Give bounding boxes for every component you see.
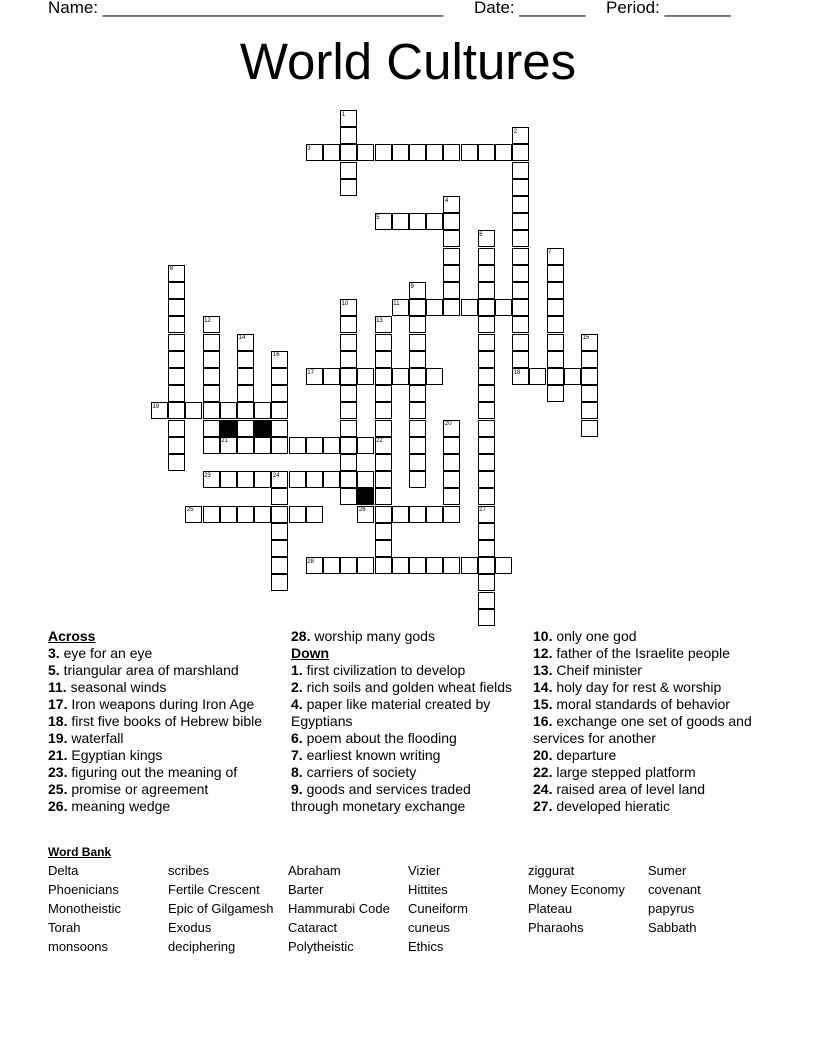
crossword-cell[interactable] <box>271 574 288 591</box>
word-bank-item: deciphering <box>168 939 236 954</box>
crossword-cell[interactable] <box>237 402 254 419</box>
crossword-cell[interactable] <box>254 471 271 488</box>
crossword-cell[interactable] <box>512 179 529 196</box>
crossword-cell[interactable] <box>237 437 254 454</box>
crossword-cell[interactable] <box>289 506 306 523</box>
crossword-cell[interactable] <box>478 540 495 557</box>
clue-number: 11 <box>393 300 400 307</box>
crossword-cell[interactable] <box>168 316 185 333</box>
crossword-cell[interactable] <box>392 506 409 523</box>
clue-across-23: 23. figuring out the meaning of <box>48 764 238 780</box>
crossword-cell[interactable] <box>323 471 340 488</box>
word-bank-item: Hammurabi Code <box>288 901 390 916</box>
crossword-cell[interactable] <box>237 420 254 437</box>
clue-number: 15 <box>582 335 590 342</box>
clue-down-7: 7. earliest known writing <box>291 747 441 763</box>
crossword-cell[interactable] <box>340 488 357 505</box>
clue-number: 2 <box>513 128 518 135</box>
crossword-cell[interactable] <box>340 385 357 402</box>
crossword-cell[interactable] <box>340 316 357 333</box>
crossword-cell[interactable] <box>168 368 185 385</box>
clues-column-2 <box>291 628 516 815</box>
crossword-cell[interactable] <box>340 437 357 454</box>
crossword-cell[interactable] <box>168 402 185 419</box>
word-bank-item: Sabbath <box>648 920 697 935</box>
crossword-cell[interactable] <box>375 385 392 402</box>
crossword-cell[interactable] <box>271 488 288 505</box>
crossword-cell[interactable] <box>375 368 392 385</box>
date-field-label[interactable]: Date: _______ <box>474 0 586 17</box>
crossword-cell[interactable] <box>323 144 340 161</box>
clue-across-18: 18. first five books of Hebrew bible <box>48 713 262 729</box>
clue-down-4: 4. paper like material created by Egyptians <box>291 696 491 729</box>
word-bank-item: Abraham <box>288 863 341 878</box>
crossword-cell[interactable] <box>478 144 495 161</box>
crossword-cell[interactable] <box>461 557 478 574</box>
crossword-cell[interactable] <box>512 299 529 316</box>
word-bank-item: Polytheistic <box>288 939 354 954</box>
clue-number: 16 <box>272 352 280 359</box>
word-bank-item: Barter <box>288 882 324 897</box>
word-bank-item: scribes <box>168 863 210 878</box>
crossword-cell[interactable] <box>340 454 357 471</box>
crossword-cell[interactable] <box>340 402 357 419</box>
crossword-cell[interactable] <box>426 144 443 161</box>
crossword-cell[interactable] <box>409 402 426 419</box>
crossword-cell[interactable] <box>512 282 529 299</box>
clue-number: 7 <box>548 249 552 256</box>
crossword-cell[interactable] <box>512 144 529 161</box>
crossword-cell[interactable] <box>203 437 220 454</box>
blocked-cell <box>254 420 271 437</box>
crossword-cell[interactable] <box>547 334 564 351</box>
crossword-cell[interactable] <box>237 368 254 385</box>
crossword-cell[interactable] <box>340 557 357 574</box>
word-bank-item: Plateau <box>528 901 573 916</box>
clue-number: 9 <box>410 283 414 290</box>
crossword-cell[interactable] <box>409 299 426 316</box>
crossword-cell[interactable] <box>409 316 426 333</box>
crossword-cell[interactable] <box>443 488 460 505</box>
word-bank-item: Torah <box>48 920 81 935</box>
crossword-cell[interactable] <box>375 144 392 161</box>
clue-down-22: 22. large stepped platform <box>533 764 696 780</box>
clue-down-27: 27. developed hieratic <box>533 798 670 814</box>
crossword-cell[interactable] <box>512 213 529 230</box>
clue-down-12: 12. father of the Israelite people <box>533 645 730 661</box>
clue-down-6: 6. poem about the flooding <box>291 730 457 746</box>
crossword-cell[interactable] <box>443 299 460 316</box>
word-bank-item: Vizier <box>408 863 441 878</box>
clue-across-11: 11. seasonal winds <box>48 679 167 695</box>
word-bank-item: Sumer <box>648 863 687 878</box>
crossword-cell[interactable] <box>443 506 460 523</box>
crossword-cell[interactable] <box>168 334 185 351</box>
crossword-cell[interactable] <box>392 213 409 230</box>
crossword-cell[interactable] <box>340 144 357 161</box>
crossword-cell[interactable] <box>581 385 598 402</box>
crossword-cell[interactable] <box>426 213 443 230</box>
crossword-cell[interactable] <box>478 437 495 454</box>
clue-number: 3 <box>307 145 311 152</box>
crossword-cell[interactable] <box>271 523 288 540</box>
crossword-cell[interactable] <box>495 299 512 316</box>
crossword-cell[interactable] <box>203 334 220 351</box>
clue-number: 20 <box>444 421 452 428</box>
crossword-cell[interactable] <box>443 471 460 488</box>
crossword-cell[interactable] <box>168 454 185 471</box>
crossword-cell[interactable] <box>547 282 564 299</box>
crossword-cell[interactable] <box>443 454 460 471</box>
crossword-cell[interactable] <box>271 540 288 557</box>
crossword-cell[interactable] <box>529 368 546 385</box>
word-bank-item: cuneus <box>408 920 450 935</box>
crossword-cell[interactable] <box>409 351 426 368</box>
crossword-cell[interactable] <box>443 557 460 574</box>
word-bank-item: Pharaohs <box>528 920 584 935</box>
word-bank-item: monsoons <box>48 939 108 954</box>
crossword-cell[interactable] <box>289 471 306 488</box>
crossword-cell[interactable] <box>443 265 460 282</box>
crossword-cell[interactable] <box>168 420 185 437</box>
clue-number: 28 <box>307 558 314 565</box>
crossword-cell[interactable] <box>271 437 288 454</box>
clue-number: 22 <box>376 438 383 445</box>
name-field-label[interactable]: Name: ____________________________________ <box>48 0 444 17</box>
crossword-cell[interactable] <box>409 420 426 437</box>
crossword-cell[interactable] <box>340 334 357 351</box>
crossword-cell[interactable] <box>254 402 271 419</box>
crossword-cell[interactable] <box>340 127 357 144</box>
crossword-cell[interactable] <box>478 351 495 368</box>
word-bank-item: Cuneiform <box>408 901 468 916</box>
crossword-cell[interactable] <box>254 437 271 454</box>
crossword-cell[interactable] <box>271 420 288 437</box>
crossword-cell[interactable] <box>478 402 495 419</box>
word-bank-item: Phoenicians <box>48 882 119 897</box>
clue-across-28: 28. worship many gods <box>291 628 435 644</box>
clue-number: 26 <box>358 507 366 514</box>
clue-number: 4 <box>444 197 449 204</box>
word-bank-item: ziggurat <box>528 863 575 878</box>
crossword-cell[interactable] <box>203 402 220 419</box>
crossword-cell[interactable] <box>203 385 220 402</box>
crossword-cell[interactable] <box>426 368 443 385</box>
crossword-cell[interactable] <box>203 506 220 523</box>
crossword-cell[interactable] <box>512 334 529 351</box>
crossword-cell[interactable] <box>357 144 374 161</box>
crossword-cell[interactable] <box>392 144 409 161</box>
crossword-cell[interactable] <box>564 368 581 385</box>
period-field-label[interactable]: Period: _______ <box>606 0 731 17</box>
crossword-cell[interactable] <box>289 437 306 454</box>
crossword-cell[interactable] <box>409 334 426 351</box>
word-bank-item: Epic of Gilgamesh <box>168 901 274 916</box>
crossword-cell[interactable] <box>237 385 254 402</box>
clue-number: 12 <box>204 317 211 324</box>
crossword-cell[interactable] <box>547 351 564 368</box>
crossword-cell[interactable] <box>478 248 495 265</box>
crossword-cell[interactable] <box>220 402 237 419</box>
page-title: World Cultures <box>239 33 577 90</box>
crossword-cell[interactable] <box>203 368 220 385</box>
crossword-cell[interactable] <box>478 471 495 488</box>
clue-across-17: 17. Iron weapons during Iron Age <box>48 696 255 712</box>
crossword-cell[interactable] <box>203 420 220 437</box>
crossword-cell[interactable] <box>392 557 409 574</box>
crossword-cell[interactable] <box>168 351 185 368</box>
crossword-cell[interactable] <box>375 506 392 523</box>
crossword-cell[interactable] <box>478 334 495 351</box>
crossword-cell[interactable] <box>306 437 323 454</box>
crossword-cell[interactable] <box>271 368 288 385</box>
crossword-cell[interactable] <box>375 557 392 574</box>
crossword-cell[interactable] <box>478 488 495 505</box>
crossword-cell[interactable] <box>426 557 443 574</box>
crossword-cell[interactable] <box>512 196 529 213</box>
crossword-cell[interactable] <box>375 523 392 540</box>
crossword-cell[interactable] <box>323 557 340 574</box>
crossword-cell[interactable] <box>581 351 598 368</box>
clue-number: 27 <box>479 507 486 514</box>
word-bank-item: papyrus <box>648 901 695 916</box>
crossword-cell[interactable] <box>443 144 460 161</box>
crossword-cell[interactable] <box>443 213 460 230</box>
crossword-cell[interactable] <box>443 282 460 299</box>
crossword-cell[interactable] <box>306 506 323 523</box>
crossword-cell[interactable] <box>168 299 185 316</box>
clue-down-1: 1. first civilization to develop <box>291 662 466 678</box>
crossword-cell[interactable] <box>357 471 374 488</box>
crossword-cell[interactable] <box>478 282 495 299</box>
clue-across-3: 3. eye for an eye <box>48 645 153 661</box>
crossword-cell[interactable] <box>168 282 185 299</box>
crossword-cell[interactable] <box>478 265 495 282</box>
crossword-cell[interactable] <box>237 471 254 488</box>
crossword-cell[interactable] <box>409 368 426 385</box>
crossword-cell[interactable] <box>512 248 529 265</box>
crossword-cell[interactable] <box>547 316 564 333</box>
clue-across-26: 26. meaning wedge <box>48 798 171 814</box>
crossword-cell[interactable] <box>271 506 288 523</box>
crossword-cell[interactable] <box>168 437 185 454</box>
clue-number: 14 <box>238 335 246 342</box>
crossword-cell[interactable] <box>271 402 288 419</box>
crossword-cell[interactable] <box>220 471 237 488</box>
word-bank-item: Fertile Crescent <box>168 882 260 897</box>
clue-number: 1 <box>341 111 346 118</box>
crossword-cell[interactable] <box>443 437 460 454</box>
crossword-cell[interactable] <box>340 179 357 196</box>
crossword-cell[interactable] <box>375 454 392 471</box>
clue-number: 6 <box>479 231 483 238</box>
crossword-cell[interactable] <box>495 557 512 574</box>
crossword-cell[interactable] <box>478 523 495 540</box>
word-bank-item: Ethics <box>408 939 444 954</box>
word-bank-item: Cataract <box>288 920 338 935</box>
clues-column-3 <box>533 628 758 815</box>
clue-down-16: 16. exchange one set of goods and services for another <box>533 713 752 746</box>
crossword-cell[interactable] <box>375 334 392 351</box>
clue-down-20: 20. departure <box>533 747 617 763</box>
crossword-cell[interactable] <box>478 420 495 437</box>
crossword-cell[interactable] <box>340 471 357 488</box>
clue-down-14: 14. holy day for rest & worship <box>533 679 722 695</box>
crossword-cell[interactable] <box>357 437 374 454</box>
clue-number: 24 <box>272 472 280 479</box>
clue-down-10: 10. only one god <box>533 628 637 644</box>
crossword-cell[interactable] <box>478 592 495 609</box>
crossword-cell[interactable] <box>357 557 374 574</box>
crossword-cell[interactable] <box>512 162 529 179</box>
crossword-cell[interactable] <box>409 454 426 471</box>
crossword-cell[interactable] <box>478 609 495 626</box>
across-heading: Across <box>48 628 96 644</box>
down-heading: Down <box>291 645 330 661</box>
clue-number: 25 <box>186 507 194 514</box>
clue-down-9: 9. goods and services traded through monetary exchange <box>291 781 471 814</box>
crossword-cell[interactable] <box>220 506 237 523</box>
clue-down-15: 15. moral standards of behavior <box>533 696 730 712</box>
crossword-cell[interactable] <box>495 144 512 161</box>
crossword-cell[interactable] <box>271 557 288 574</box>
crossword-cell[interactable] <box>409 471 426 488</box>
clue-down-2: 2. rich soils and golden wheat fields <box>291 679 513 695</box>
crossword-cell[interactable] <box>512 316 529 333</box>
word-bank-title: Word Bank <box>48 845 112 859</box>
word-bank-item: Monotheistic <box>48 901 121 916</box>
clue-number: 13 <box>376 317 383 324</box>
crossword-cell[interactable] <box>547 299 564 316</box>
crossword-cell[interactable] <box>478 316 495 333</box>
clues-column-1 <box>48 628 278 815</box>
crossword-cell[interactable] <box>271 385 288 402</box>
crossword-cell[interactable] <box>581 368 598 385</box>
crossword-cell[interactable] <box>185 402 202 419</box>
crossword-cell[interactable] <box>237 506 254 523</box>
crossword-cell[interactable] <box>340 420 357 437</box>
clue-number: 23 <box>204 472 211 479</box>
clue-down-13: 13. Cheif minister <box>533 662 642 678</box>
crossword-cell[interactable] <box>375 488 392 505</box>
clue-number: 19 <box>152 403 160 410</box>
blocked-cell <box>357 488 374 505</box>
crossword-cell[interactable] <box>409 437 426 454</box>
crossword-cell[interactable] <box>547 368 564 385</box>
crossword-cell[interactable] <box>461 299 478 316</box>
crossword-cell[interactable] <box>375 540 392 557</box>
crossword-cell[interactable] <box>478 454 495 471</box>
crossword-cell[interactable] <box>478 385 495 402</box>
crossword-cell[interactable] <box>340 351 357 368</box>
crossword-cell[interactable] <box>323 437 340 454</box>
word-bank-item: Delta <box>48 863 79 878</box>
crossword-cell[interactable] <box>426 299 443 316</box>
blocked-cell <box>220 420 237 437</box>
crossword-cell[interactable] <box>443 230 460 247</box>
crossword-cell[interactable] <box>478 368 495 385</box>
crossword-cell[interactable] <box>409 213 426 230</box>
crossword-cell[interactable] <box>340 368 357 385</box>
word-bank-item: Money Economy <box>528 882 625 897</box>
crossword-cell[interactable] <box>426 506 443 523</box>
crossword-cell[interactable] <box>375 471 392 488</box>
crossword-cell[interactable] <box>512 351 529 368</box>
word-bank-item: Exodus <box>168 920 212 935</box>
crossword-cell[interactable] <box>547 385 564 402</box>
clue-across-5: 5. triangular area of marshland <box>48 662 239 678</box>
crossword-cell[interactable] <box>409 557 426 574</box>
crossword-cell[interactable] <box>461 144 478 161</box>
crossword-cell[interactable] <box>168 385 185 402</box>
crossword-cell[interactable] <box>409 144 426 161</box>
clue-number: 10 <box>341 300 349 307</box>
crossword-cell[interactable] <box>512 265 529 282</box>
crossword-cell[interactable] <box>357 368 374 385</box>
crossword-cell[interactable] <box>254 506 271 523</box>
crossword-cell[interactable] <box>581 402 598 419</box>
clue-number: 5 <box>376 214 380 221</box>
word-bank-item: covenant <box>648 882 701 897</box>
clue-across-21: 21. Egyptian kings <box>48 747 163 763</box>
crossword-cell[interactable] <box>375 402 392 419</box>
crossword-cell[interactable] <box>478 574 495 591</box>
crossword-cell[interactable] <box>547 265 564 282</box>
crossword-cell[interactable] <box>375 420 392 437</box>
clue-across-25: 25. promise or agreement <box>48 781 209 797</box>
clue-across-19: 19. waterfall <box>48 730 124 746</box>
clue-down-24: 24. raised area of level land <box>533 781 706 797</box>
crossword-cell[interactable] <box>581 420 598 437</box>
crossword-cell[interactable] <box>237 351 254 368</box>
crossword-cell[interactable] <box>340 162 357 179</box>
word-bank-item: Hittites <box>408 882 448 897</box>
crossword-cell[interactable] <box>409 385 426 402</box>
clue-number: 8 <box>169 266 174 273</box>
crossword-cell[interactable] <box>203 351 220 368</box>
crossword-cell[interactable] <box>478 557 495 574</box>
clue-number: 17 <box>307 369 314 376</box>
crossword-cell[interactable] <box>512 230 529 247</box>
clue-down-8: 8. carriers of society <box>291 764 417 780</box>
clue-number: 21 <box>221 438 228 445</box>
crossword-cell[interactable] <box>375 351 392 368</box>
crossword-cell[interactable] <box>443 248 460 265</box>
crossword-cell[interactable] <box>392 368 409 385</box>
crossword-cell[interactable] <box>306 471 323 488</box>
crossword-cell[interactable] <box>409 506 426 523</box>
crossword-cell[interactable] <box>323 368 340 385</box>
crossword-cell[interactable] <box>478 299 495 316</box>
clue-number: 18 <box>513 369 521 376</box>
